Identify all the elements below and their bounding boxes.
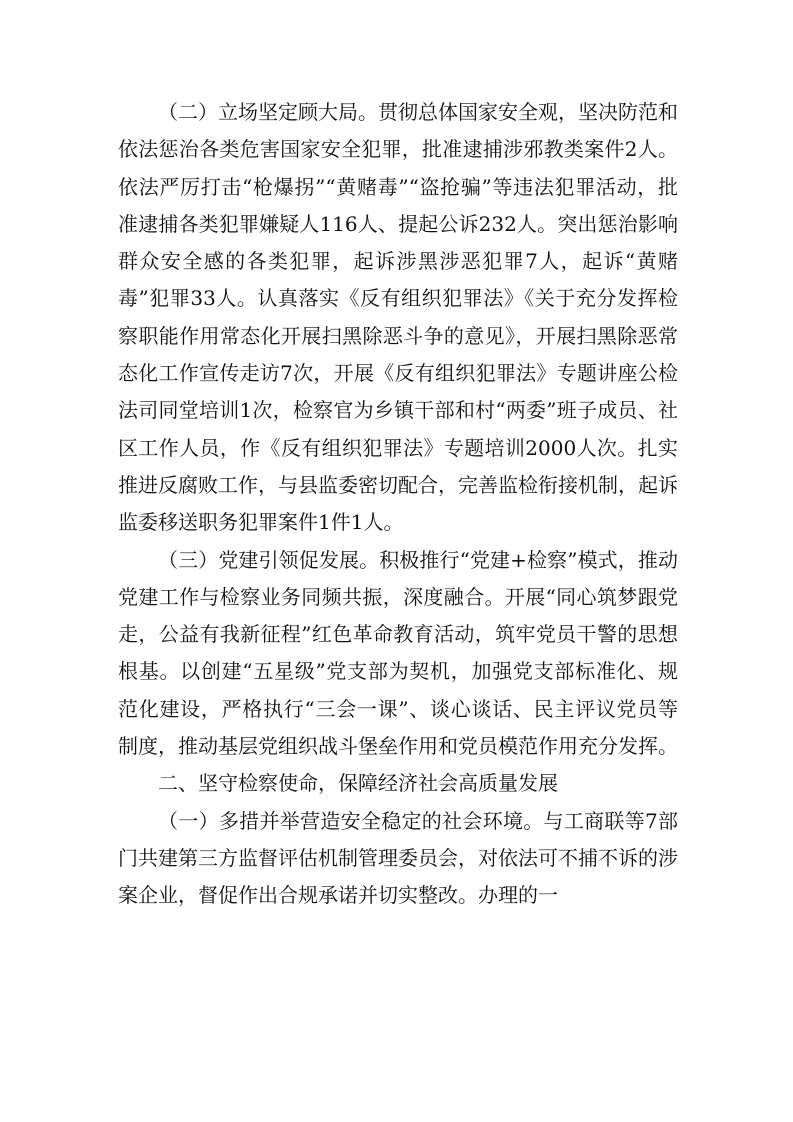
paragraph-lead: （二）立场坚定顾大局。 <box>158 100 378 124</box>
paragraph-environment <box>118 803 678 915</box>
section-heading: 二、坚守检察使命，保障经济社会高质量发展 <box>158 771 558 796</box>
paragraph-lead: （一）多措并举营造安全稳定的社会环境。 <box>158 808 544 833</box>
paragraph-lead: （三）党建引领促发展。 <box>158 547 380 572</box>
paragraph-text: 与工商联等7部门共建第三方监督评估机制管理委员会，对依法可不捕不诉的涉案企业，督促作出合规承诺并切实整改。办理的一 <box>118 808 678 908</box>
paragraph-text: 积极推行“党建+检察”模式，推动党建工作与检察业务同频共振，深度融合。开展“同心筑梦跟党走，公益有我新征程”红色革命教育活动，筑牢党员干警的思想根基。以创建“五星级”党支部为契机，加强党支部标准化、规范化建设，严格执行“三会一课”、谈心谈话、民主评议党员等制度，推动基层党组织战斗堡垒作用和党员模范作用充分发挥。 <box>118 547 678 759</box>
document-body <box>118 94 678 915</box>
paragraph-party-building <box>118 542 678 766</box>
paragraph-text: 贯彻总体国家安全观，坚决防范和依法惩治各类危害国家安全犯罪，批准逮捕涉邪教类案件2人。依法严厉打击“枪爆拐”“黄赌毒”“盗抢骗”等违法犯罪活动，批准逮捕各类犯罪嫌疑人116人、提起公诉232人。突出惩治影响群众安全感的各类犯罪，起诉涉黑涉恶犯罪7人，起诉“黄赌毒”犯罪33人。认真落实《反有组织犯罪法》《关于充分发挥检察职能作用常态化开展扫黑除恶斗争的意见》，开展扫黑除恶常态化工作宣传走访7次，开展《反有组织犯罪法》专题讲座公检法司同堂培训1次，检察官为乡镇干部和村“两委”班子成员、社区工作人员，作《反有组织犯罪法》专题培训2000人次。扎实推进反腐败工作，与县监委密切配合，完善监检衔接机制，起诉监委移送职务犯罪案件1件1人。 <box>118 100 678 535</box>
paragraph-stance <box>118 94 678 542</box>
